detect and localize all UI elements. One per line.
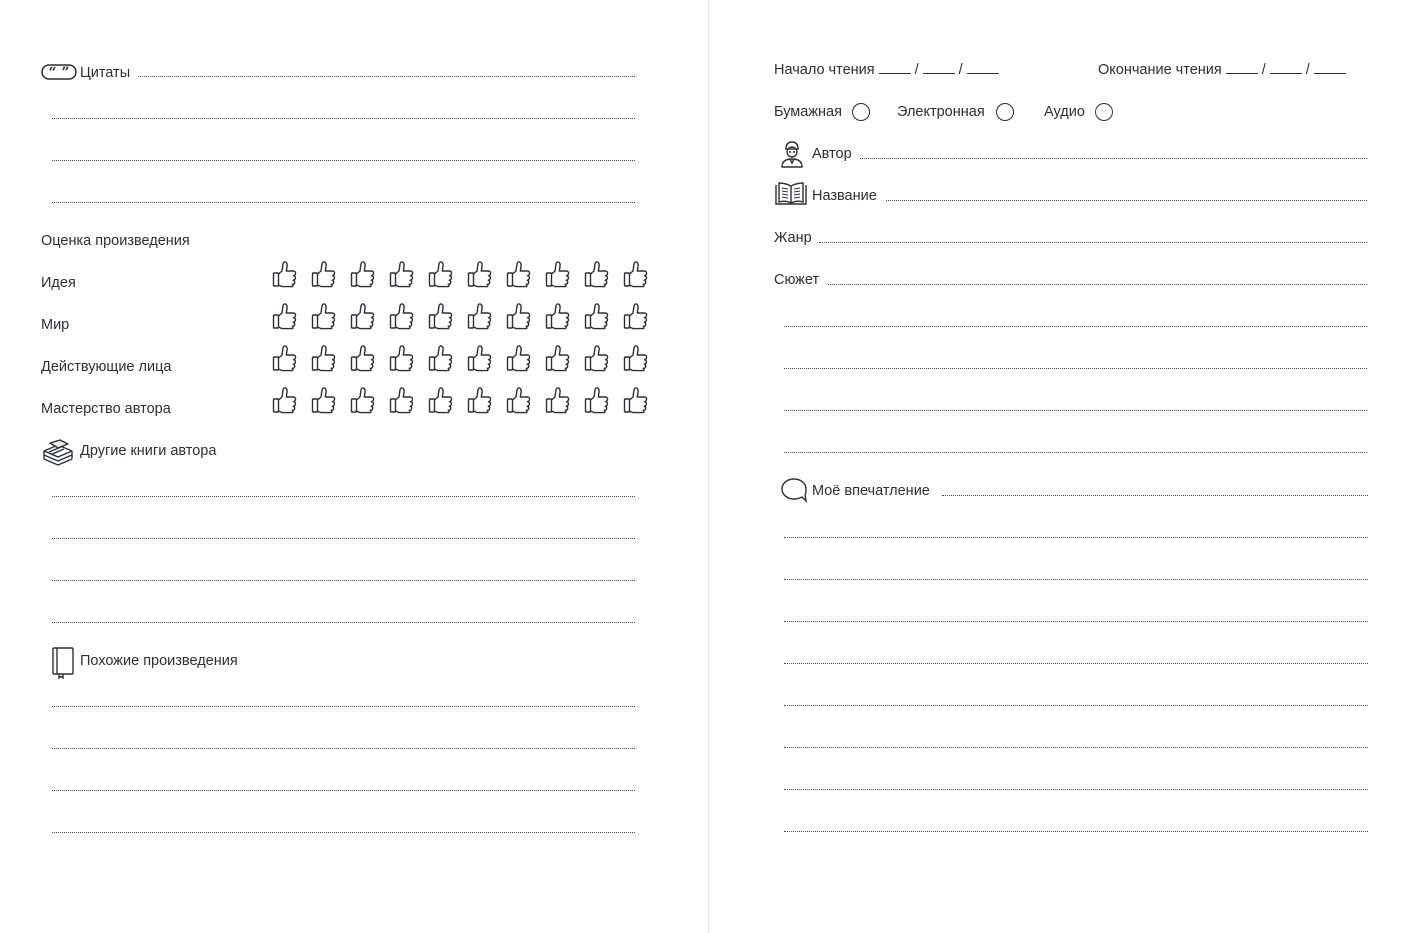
thumbs-up-icon[interactable] (577, 302, 616, 330)
similar-works-line-2[interactable] (52, 748, 635, 749)
thumbs-up-icon[interactable] (616, 260, 655, 288)
thumbs-up-icon[interactable] (499, 260, 538, 288)
plot-line-5[interactable] (784, 452, 1367, 453)
quote-marks-icon (41, 64, 77, 80)
thumbs-up-icon[interactable] (265, 344, 304, 372)
quotes-line-1[interactable] (138, 76, 635, 77)
rating-row-world (265, 302, 655, 330)
person-icon (779, 140, 805, 168)
end-month-blank[interactable] (1270, 61, 1302, 74)
speech-bubble-icon (780, 477, 808, 503)
thumbs-up-icon[interactable] (460, 260, 499, 288)
bookmark-book-icon (51, 647, 75, 679)
plot-line-1[interactable] (828, 284, 1367, 285)
quotes-line-4[interactable] (52, 202, 635, 203)
right-page (709, 0, 1417, 933)
format-audio-radio[interactable] (1095, 103, 1113, 121)
thumbs-up-icon[interactable] (382, 344, 421, 372)
open-book-icon (775, 182, 807, 206)
rating-heading: Оценка произведения (41, 233, 190, 249)
impression-label: Моё впечатление (812, 483, 930, 499)
end-day-blank[interactable] (1226, 61, 1258, 74)
reading-end (1098, 61, 1346, 79)
title-label: Название (812, 188, 877, 204)
thumbs-up-icon[interactable] (343, 344, 382, 372)
thumbs-up-icon[interactable] (499, 344, 538, 372)
impression-line-8[interactable] (784, 789, 1368, 790)
thumbs-up-icon[interactable] (343, 260, 382, 288)
thumbs-up-icon[interactable] (577, 386, 616, 414)
thumbs-up-icon[interactable] (421, 344, 460, 372)
thumbs-up-icon[interactable] (538, 260, 577, 288)
thumbs-up-icon[interactable] (304, 344, 343, 372)
thumbs-up-icon[interactable] (499, 302, 538, 330)
quotes-line-3[interactable] (52, 160, 635, 161)
author-line[interactable] (860, 158, 1367, 159)
thumbs-up-icon[interactable] (265, 386, 304, 414)
impression-line-5[interactable] (784, 663, 1368, 664)
thumbs-up-icon[interactable] (421, 260, 460, 288)
impression-line-4[interactable] (784, 621, 1368, 622)
start-year-blank[interactable] (967, 61, 999, 74)
reading-end-label: Окончание чтения (1098, 62, 1222, 78)
genre-line[interactable] (819, 242, 1367, 243)
plot-line-4[interactable] (784, 410, 1367, 411)
other-books-line-1[interactable] (52, 496, 635, 497)
impression-line-3[interactable] (784, 579, 1368, 580)
impression-line-9[interactable] (784, 831, 1368, 832)
plot-line-2[interactable] (784, 326, 1367, 327)
thumbs-up-icon[interactable] (343, 302, 382, 330)
rating-row-label: Мастерство автора (41, 401, 171, 417)
thumbs-up-icon[interactable] (577, 260, 616, 288)
book-stack-icon (41, 439, 75, 467)
start-month-blank[interactable] (923, 61, 955, 74)
reading-start-label: Начало чтения (774, 62, 875, 78)
thumbs-up-icon[interactable] (304, 386, 343, 414)
format-electronic-label: Электронная (897, 104, 985, 120)
rating-row-craft (265, 386, 655, 414)
impression-line-7[interactable] (784, 747, 1368, 748)
start-day-blank[interactable] (879, 61, 911, 74)
plot-label: Сюжет (774, 272, 820, 288)
thumbs-up-icon[interactable] (421, 386, 460, 414)
thumbs-up-icon[interactable] (460, 344, 499, 372)
impression-line-6[interactable] (784, 705, 1368, 706)
thumbs-up-icon[interactable] (382, 386, 421, 414)
thumbs-up-icon[interactable] (616, 386, 655, 414)
rating-row-label: Действующие лица (41, 359, 172, 375)
thumbs-up-icon[interactable] (538, 302, 577, 330)
impression-line-1[interactable] (942, 495, 1368, 496)
rating-row-idea (265, 260, 655, 288)
date-separator: / (958, 62, 963, 78)
format-paper-label: Бумажная (774, 104, 842, 120)
thumbs-up-icon[interactable] (265, 302, 304, 330)
thumbs-up-icon[interactable] (577, 344, 616, 372)
thumbs-up-icon[interactable] (499, 386, 538, 414)
rating-row-characters (265, 344, 655, 372)
end-year-blank[interactable] (1314, 61, 1346, 74)
thumbs-up-icon[interactable] (382, 302, 421, 330)
thumbs-up-icon[interactable] (538, 386, 577, 414)
thumbs-up-icon[interactable] (304, 260, 343, 288)
thumbs-up-icon[interactable] (343, 386, 382, 414)
other-books-line-3[interactable] (52, 580, 635, 581)
format-electronic-radio[interactable] (996, 103, 1014, 121)
title-line[interactable] (886, 200, 1367, 201)
date-separator: / (1261, 62, 1266, 78)
svg-text:“ ”: “ ” (48, 65, 70, 80)
thumbs-up-icon[interactable] (538, 344, 577, 372)
left-page (0, 0, 708, 933)
date-separator: / (914, 62, 919, 78)
thumbs-up-icon[interactable] (460, 302, 499, 330)
similar-works-line-4[interactable] (52, 832, 635, 833)
author-label: Автор (812, 146, 852, 162)
quotes-label: Цитаты (80, 65, 131, 81)
quotes-line-2[interactable] (52, 118, 635, 119)
other-books-label: Другие книги автора (80, 443, 217, 459)
genre-label: Жанр (774, 230, 812, 246)
impression-line-2[interactable] (784, 537, 1368, 538)
other-books-line-4[interactable] (52, 622, 635, 623)
format-audio-label: Аудио (1044, 104, 1085, 120)
date-separator: / (1305, 62, 1310, 78)
format-paper-radio[interactable] (852, 103, 870, 121)
thumbs-up-icon[interactable] (616, 302, 655, 330)
rating-row-label: Мир (41, 317, 70, 333)
thumbs-up-icon[interactable] (421, 302, 460, 330)
similar-works-line-1[interactable] (52, 706, 635, 707)
thumbs-up-icon[interactable] (265, 260, 304, 288)
similar-works-label: Похожие произведения (80, 653, 238, 669)
thumbs-up-icon[interactable] (616, 344, 655, 372)
similar-works-line-3[interactable] (52, 790, 635, 791)
thumbs-up-icon[interactable] (382, 260, 421, 288)
plot-line-3[interactable] (784, 368, 1367, 369)
reading-start (774, 61, 999, 79)
other-books-line-2[interactable] (52, 538, 635, 539)
thumbs-up-icon[interactable] (460, 386, 499, 414)
rating-row-label: Идея (41, 275, 76, 291)
thumbs-up-icon[interactable] (304, 302, 343, 330)
